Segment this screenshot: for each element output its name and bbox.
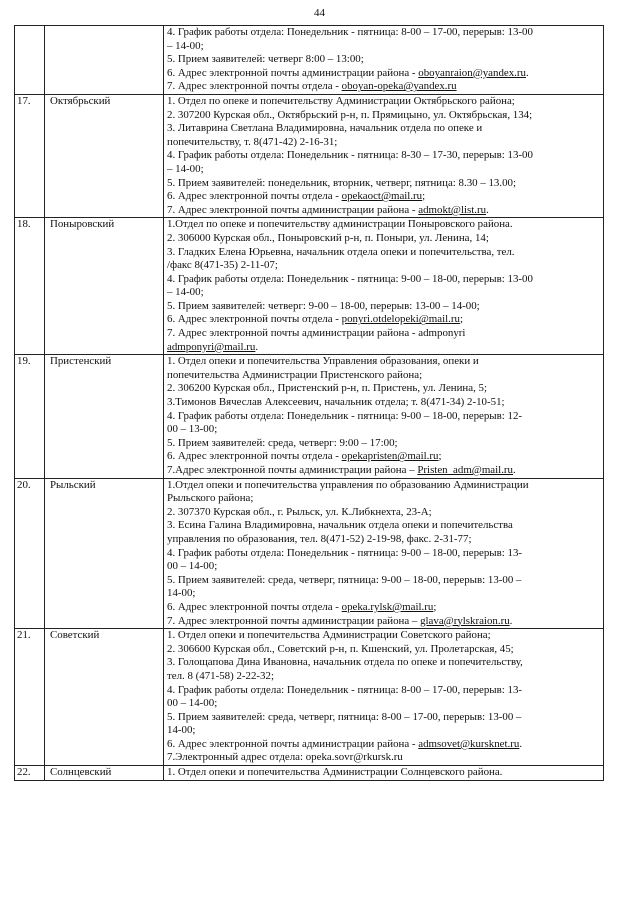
info-text: – 14-00; — [167, 286, 204, 299]
info-text: 00 – 14-00; — [167, 560, 218, 573]
info-line — [167, 587, 600, 601]
info-text: 4. График работы отдела: Понедельник - пятница: 8-30 – 17-30, перерыв: 13-00 — [167, 149, 533, 162]
info-line — [167, 479, 600, 493]
info-line — [167, 437, 600, 451]
district-name: Советский — [45, 629, 164, 766]
info-text: 1. Отдел по опеке и попечительству Администрации Октябрьского района; — [167, 94, 515, 107]
info-line — [167, 615, 600, 629]
info-line — [167, 232, 600, 246]
email-address: opeka.rylsk@mail.ru — [341, 600, 434, 613]
info-text: /факс 8(471-35) 2-11-07; — [167, 259, 278, 272]
info-text: 6. Адрес электронной почты отдела - — [167, 313, 342, 326]
table-row — [15, 629, 604, 766]
info-text: управления по образования, тел. 8(471-52) 2-19-98, факс. 2-31-77; — [167, 532, 472, 545]
info-text: 14-00; — [167, 724, 196, 737]
info-text: . — [519, 737, 523, 750]
info-line — [167, 218, 600, 232]
info-line — [167, 95, 600, 109]
info-line — [167, 313, 600, 327]
info-line — [167, 327, 600, 341]
info-text: – 14-00; — [167, 162, 204, 175]
info-text: ; — [422, 190, 426, 203]
info-line — [167, 684, 600, 698]
info-line — [167, 423, 600, 437]
district-name: Солнцевский — [45, 766, 164, 781]
info-line — [167, 697, 600, 711]
info-text: ; — [438, 450, 442, 463]
row-number: 17. — [15, 94, 45, 217]
district-name: Поныровский — [45, 218, 164, 355]
info-line — [167, 410, 600, 424]
info-line — [167, 300, 600, 314]
info-line — [167, 492, 600, 506]
info-line — [167, 53, 600, 67]
info-line — [167, 122, 600, 136]
info-line — [167, 136, 600, 150]
info-line — [167, 547, 600, 561]
page-number: 44 — [314, 7, 325, 19]
info-line — [167, 724, 600, 738]
row-number: 19. — [15, 355, 45, 478]
department-info — [164, 218, 604, 355]
info-text: 2. 307200 Курская обл., Октябрьский р-н, п. Прямицыно, ул. Октябрьская, 134; — [167, 108, 533, 121]
info-text: . — [486, 203, 489, 216]
info-line — [167, 163, 600, 177]
email-address: admokt@list.ru — [418, 203, 487, 216]
info-text: . — [509, 614, 513, 627]
table-row — [15, 94, 604, 217]
info-text: 00 – 14-00; — [167, 697, 218, 710]
info-line — [167, 273, 600, 287]
email-address: admsovet@kursknet.ru — [418, 737, 520, 750]
info-text: ; — [459, 313, 463, 326]
row-number — [15, 26, 45, 95]
email-address: admponyri@mail.ru — [167, 340, 256, 353]
info-text: 2. 307370 Курская обл., г. Рыльск, ул. К.Либкнехта, 23-А; — [167, 505, 432, 518]
info-line — [167, 259, 600, 273]
info-text: 14-00; — [167, 587, 196, 600]
info-line — [167, 396, 600, 410]
info-text: 00 – 13-00; — [167, 423, 218, 436]
info-line — [167, 656, 600, 670]
info-line — [167, 519, 600, 533]
info-text: 2. 306000 Курская обл., Поныровский р-н, п. Поныри, ул. Ленина, 14; — [167, 231, 489, 244]
info-text: 3.Тимонов Вячеслав Алексеевич, начальник отдела; т. 8(471-34) 2-10-51; — [167, 396, 505, 409]
email-address: oboyan-opeka@yandex.ru — [341, 80, 457, 93]
email-address: oboyanraion@yandex.ru — [418, 66, 526, 79]
district-name: Октябрьский — [45, 94, 164, 217]
info-text: 1. Отдел опеки и попечительства Администрации Советского района; — [167, 629, 491, 642]
info-text: 4. График работы отдела: Понедельник - пятница: 9-00 – 18-00, перерыв: 13- — [167, 546, 523, 559]
info-text: 3. Голощапова Дина Ивановна, начальник отдела по опеке и попечительству, — [167, 656, 523, 669]
info-text: 5. Прием заявителей: четверг 8:00 – 13:00; — [167, 53, 364, 66]
info-line — [167, 80, 600, 94]
department-info — [164, 26, 604, 95]
info-line — [167, 286, 600, 300]
info-line — [167, 382, 600, 396]
info-text: 4. График работы отдела: Понедельник - пятница: 9-00 – 18-00, перерыв: 13-00 — [167, 272, 533, 285]
district-name: Рыльский — [45, 478, 164, 629]
row-number: 21. — [15, 629, 45, 766]
info-text: 6. Адрес электронной почты отдела - — [167, 450, 342, 463]
info-line — [167, 67, 600, 81]
info-line — [167, 643, 600, 657]
info-text: 3. Есина Галина Владимировна, начальник отдела опеки и попечительства — [167, 519, 513, 532]
info-text: . — [513, 464, 516, 476]
info-line — [167, 766, 600, 780]
info-text: 5. Прием заявителей: четверг: 9-00 – 18-00, перерыв: 13-00 – 14-00; — [167, 299, 480, 312]
contacts-table — [14, 25, 604, 781]
info-text: 6. Адрес электронной почты администрации района - — [167, 737, 419, 750]
department-info — [164, 478, 604, 629]
info-text: попечительства Администрации Пристенского района; — [167, 368, 423, 381]
table-row — [15, 766, 604, 781]
info-text: – 14-00; — [167, 39, 204, 52]
info-text: 7.Адрес электронной почты администрации района – — [167, 464, 418, 476]
info-line — [167, 670, 600, 684]
info-text: 7. Адрес электронной почты отдела - — [167, 80, 342, 93]
info-line — [167, 355, 600, 369]
info-text: 2. 306200 Курская обл., Пристенский р-н, п. Пристень, ул. Ленина, 5; — [167, 382, 488, 395]
info-line — [167, 601, 600, 615]
department-info — [164, 94, 604, 217]
info-line — [167, 40, 600, 54]
info-line — [167, 450, 600, 464]
row-number: 22. — [15, 766, 45, 781]
row-number: 20. — [15, 478, 45, 629]
email-address: opekaoct@mail.ru — [341, 190, 423, 203]
info-text: 7. Адрес электронной почты администрации района - — [167, 203, 419, 216]
info-text: 6. Адрес электронной почты администрации района - — [167, 66, 419, 79]
info-text: 5. Прием заявителей: среда, четверг, пятница: 8-00 – 17-00, перерыв: 13-00 – — [167, 710, 522, 723]
info-text: . — [525, 66, 529, 79]
email-address: glava@rylskraion.ru — [420, 614, 510, 627]
info-text: 3. Гладких Елена Юрьевна, начальник отдела опеки и попечительства, тел. — [167, 245, 515, 258]
info-line — [167, 533, 600, 547]
info-line — [167, 341, 600, 355]
info-line — [167, 177, 600, 191]
info-text: 1.Отдел опеки и попечительства управления по образованию Администрации — [167, 478, 529, 491]
info-line — [167, 246, 600, 260]
info-text: тел. 8 (471-58) 2-22-32; — [167, 669, 274, 682]
info-line — [167, 204, 600, 218]
table-row — [15, 26, 604, 95]
info-text: 3. Литаврина Светлана Владимировна, начальник отдела по опеке и — [167, 122, 483, 135]
district-name — [45, 26, 164, 95]
info-line — [167, 560, 600, 574]
info-text: 6. Адрес электронной почты отдела - — [167, 600, 342, 613]
info-line — [167, 751, 600, 765]
info-text: 4. График работы отдела: Понедельник - пятница: 9-00 – 18-00, перерыв: 12- — [167, 409, 523, 422]
info-text: 7.Электронный адрес отдела: opeka.sovr@rkursk.ru — [167, 751, 403, 764]
table-row — [15, 218, 604, 355]
info-text: попечительству, т. 8(471-42) 2-16-31; — [167, 135, 338, 148]
info-line — [167, 464, 600, 478]
info-line — [167, 506, 600, 520]
email-address: opekapristen@mail.ru — [341, 450, 439, 463]
info-text: Рыльского района; — [167, 492, 254, 505]
table-row — [15, 355, 604, 478]
info-line — [167, 190, 600, 204]
info-line — [167, 629, 600, 643]
info-text: 1. Отдел опеки и попечительства Администрации Солнцевского района. — [167, 766, 503, 779]
info-line — [167, 574, 600, 588]
info-text: 1. Отдел опеки и попечительства Управления образования, опеки и — [167, 355, 479, 368]
district-name: Пристенский — [45, 355, 164, 478]
info-text: ; — [433, 600, 437, 613]
info-line — [167, 711, 600, 725]
info-text: 7. Адрес электронной почты администрации района - admponyri — [167, 327, 466, 340]
info-line — [167, 738, 600, 752]
info-text: 4. График работы отдела: Понедельник - пятница: 8-00 – 17-00, перерыв: 13-00 — [167, 26, 533, 38]
info-line — [167, 149, 600, 163]
info-text: 5. Прием заявителей: среда, четверг: 9:00 – 17:00; — [167, 436, 398, 449]
department-info — [164, 355, 604, 478]
info-text: 2. 306600 Курская обл., Советский р-н, п. Кшенский, ул. Пролетарская, 45; — [167, 642, 514, 655]
email-address: ponyri.otdelopeki@mail.ru — [341, 313, 460, 326]
info-text: 6. Адрес электронной почты отдела - — [167, 190, 342, 203]
info-line — [167, 26, 600, 40]
info-text: 5. Прием заявителей: понедельник, вторник, четверг, пятница: 8.30 – 13.00; — [167, 176, 517, 189]
department-info — [164, 629, 604, 766]
info-text: 7. Адрес электронной почты администрации района – — [167, 614, 421, 627]
row-number: 18. — [15, 218, 45, 355]
department-info — [164, 766, 604, 781]
info-text: 4. График работы отдела: Понедельник - пятница: 8-00 – 17-00, перерыв: 13- — [167, 683, 523, 696]
table-row — [15, 478, 604, 629]
info-line — [167, 369, 600, 383]
info-text: 5. Прием заявителей: среда, четверг, пятница: 9-00 – 18-00, перерыв: 13-00 – — [167, 573, 522, 586]
info-text: . — [255, 340, 259, 353]
email-address: Pristen_adm@mail.ru — [417, 464, 513, 476]
info-text: 1.Отдел по опеке и попечительству администрации Поныровского района. — [167, 218, 513, 231]
info-line — [167, 109, 600, 123]
